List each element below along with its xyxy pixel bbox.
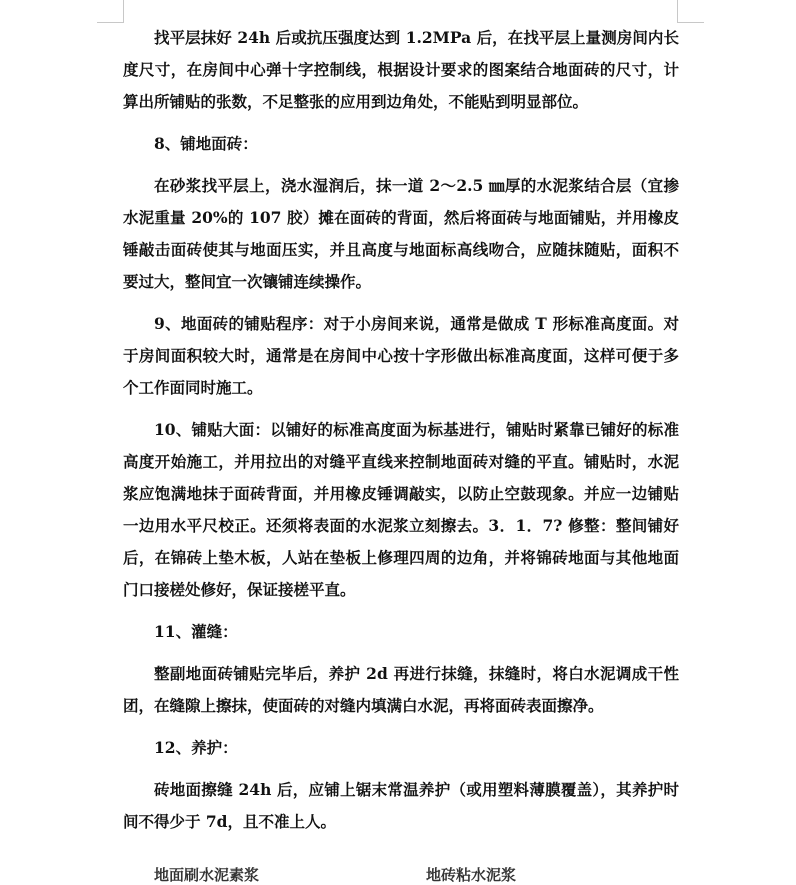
document-body xyxy=(123,22,679,848)
heading-curing: 12、养护： xyxy=(154,738,238,757)
heading-lay-floor-tiles: 8、铺地面砖： xyxy=(154,134,258,153)
diagram-label-left: 地面刷水泥素浆 xyxy=(154,866,260,884)
paragraph-leveling-layer: 找平层抹好 24h 后或抗压强度达到 1.2MPa 后，在找平层上量测房间内长度尺寸，在房间中心弹十字控制线，根据设计要求的图案结合地面砖的尺寸，计算出所铺贴的张数，不足整张的应用到边角处，不能贴到明显部位。 xyxy=(123,28,679,111)
paragraph-large-surface: 10、铺贴大面：以铺好的标准高度面为标基进行，铺贴时紧靠已铺好的标准高度开始施工，并用拉出的对缝平直线来控制地面砖对缝的平直。铺贴时，水泥浆应饱满地抹于面砖背面，并用橡皮锤调敲实，以防止空鼓现象。并应一边铺贴一边用水平尺校正。还须将表面的水泥浆立刻擦去。3．1．7? 修整：整间铺好后，在锦砖上垫木板，人站在垫板上修理四周的边角，并将锦砖地面与其他地面门口接槎处修好，保证接槎平直。 xyxy=(123,420,679,599)
paragraph-curing: 砖地面擦缝 24h 后，应铺上锯末常温养护（或用塑料薄膜覆盖），其养护时间不得少于 7d，且不准上人。 xyxy=(123,780,679,831)
page-corner-mark-top-right xyxy=(677,0,704,23)
paragraph-lay-floor-tiles: 在砂浆找平层上，浇水湿润后，抹一道 2～2.5 ㎜厚的水泥浆结合层（宜掺水泥重量 20%的 107 胶）摊在面砖的背面，然后将面砖与地面铺贴，并用橡皮锤敲击面砖使其与地面压实，并且高度与地面标高线吻合，应随抹随贴，面积不要过大，整间宜一次镶铺连续操作。 xyxy=(123,176,679,291)
paragraph-grouting: 整副地面砖铺贴完毕后，养护 2d 再进行抹缝，抹缝时，将白水泥调成干性团，在缝隙上擦抹，使面砖的对缝内填满白水泥，再将面砖表面擦净。 xyxy=(123,664,679,715)
page-corner-mark-top-left xyxy=(97,0,124,23)
diagram-label-right: 地砖粘水泥浆 xyxy=(426,866,517,884)
paragraph-tiling-procedure: 9、地面砖的铺贴程序：对于小房间来说，通常是做成 T 形标准高度面。对于房间面积较大时，通常是在房间中心按十字形做出标准高度面，这样可便于多个工作面同时施工。 xyxy=(123,314,679,397)
heading-grouting: 11、灌缝： xyxy=(154,622,238,641)
